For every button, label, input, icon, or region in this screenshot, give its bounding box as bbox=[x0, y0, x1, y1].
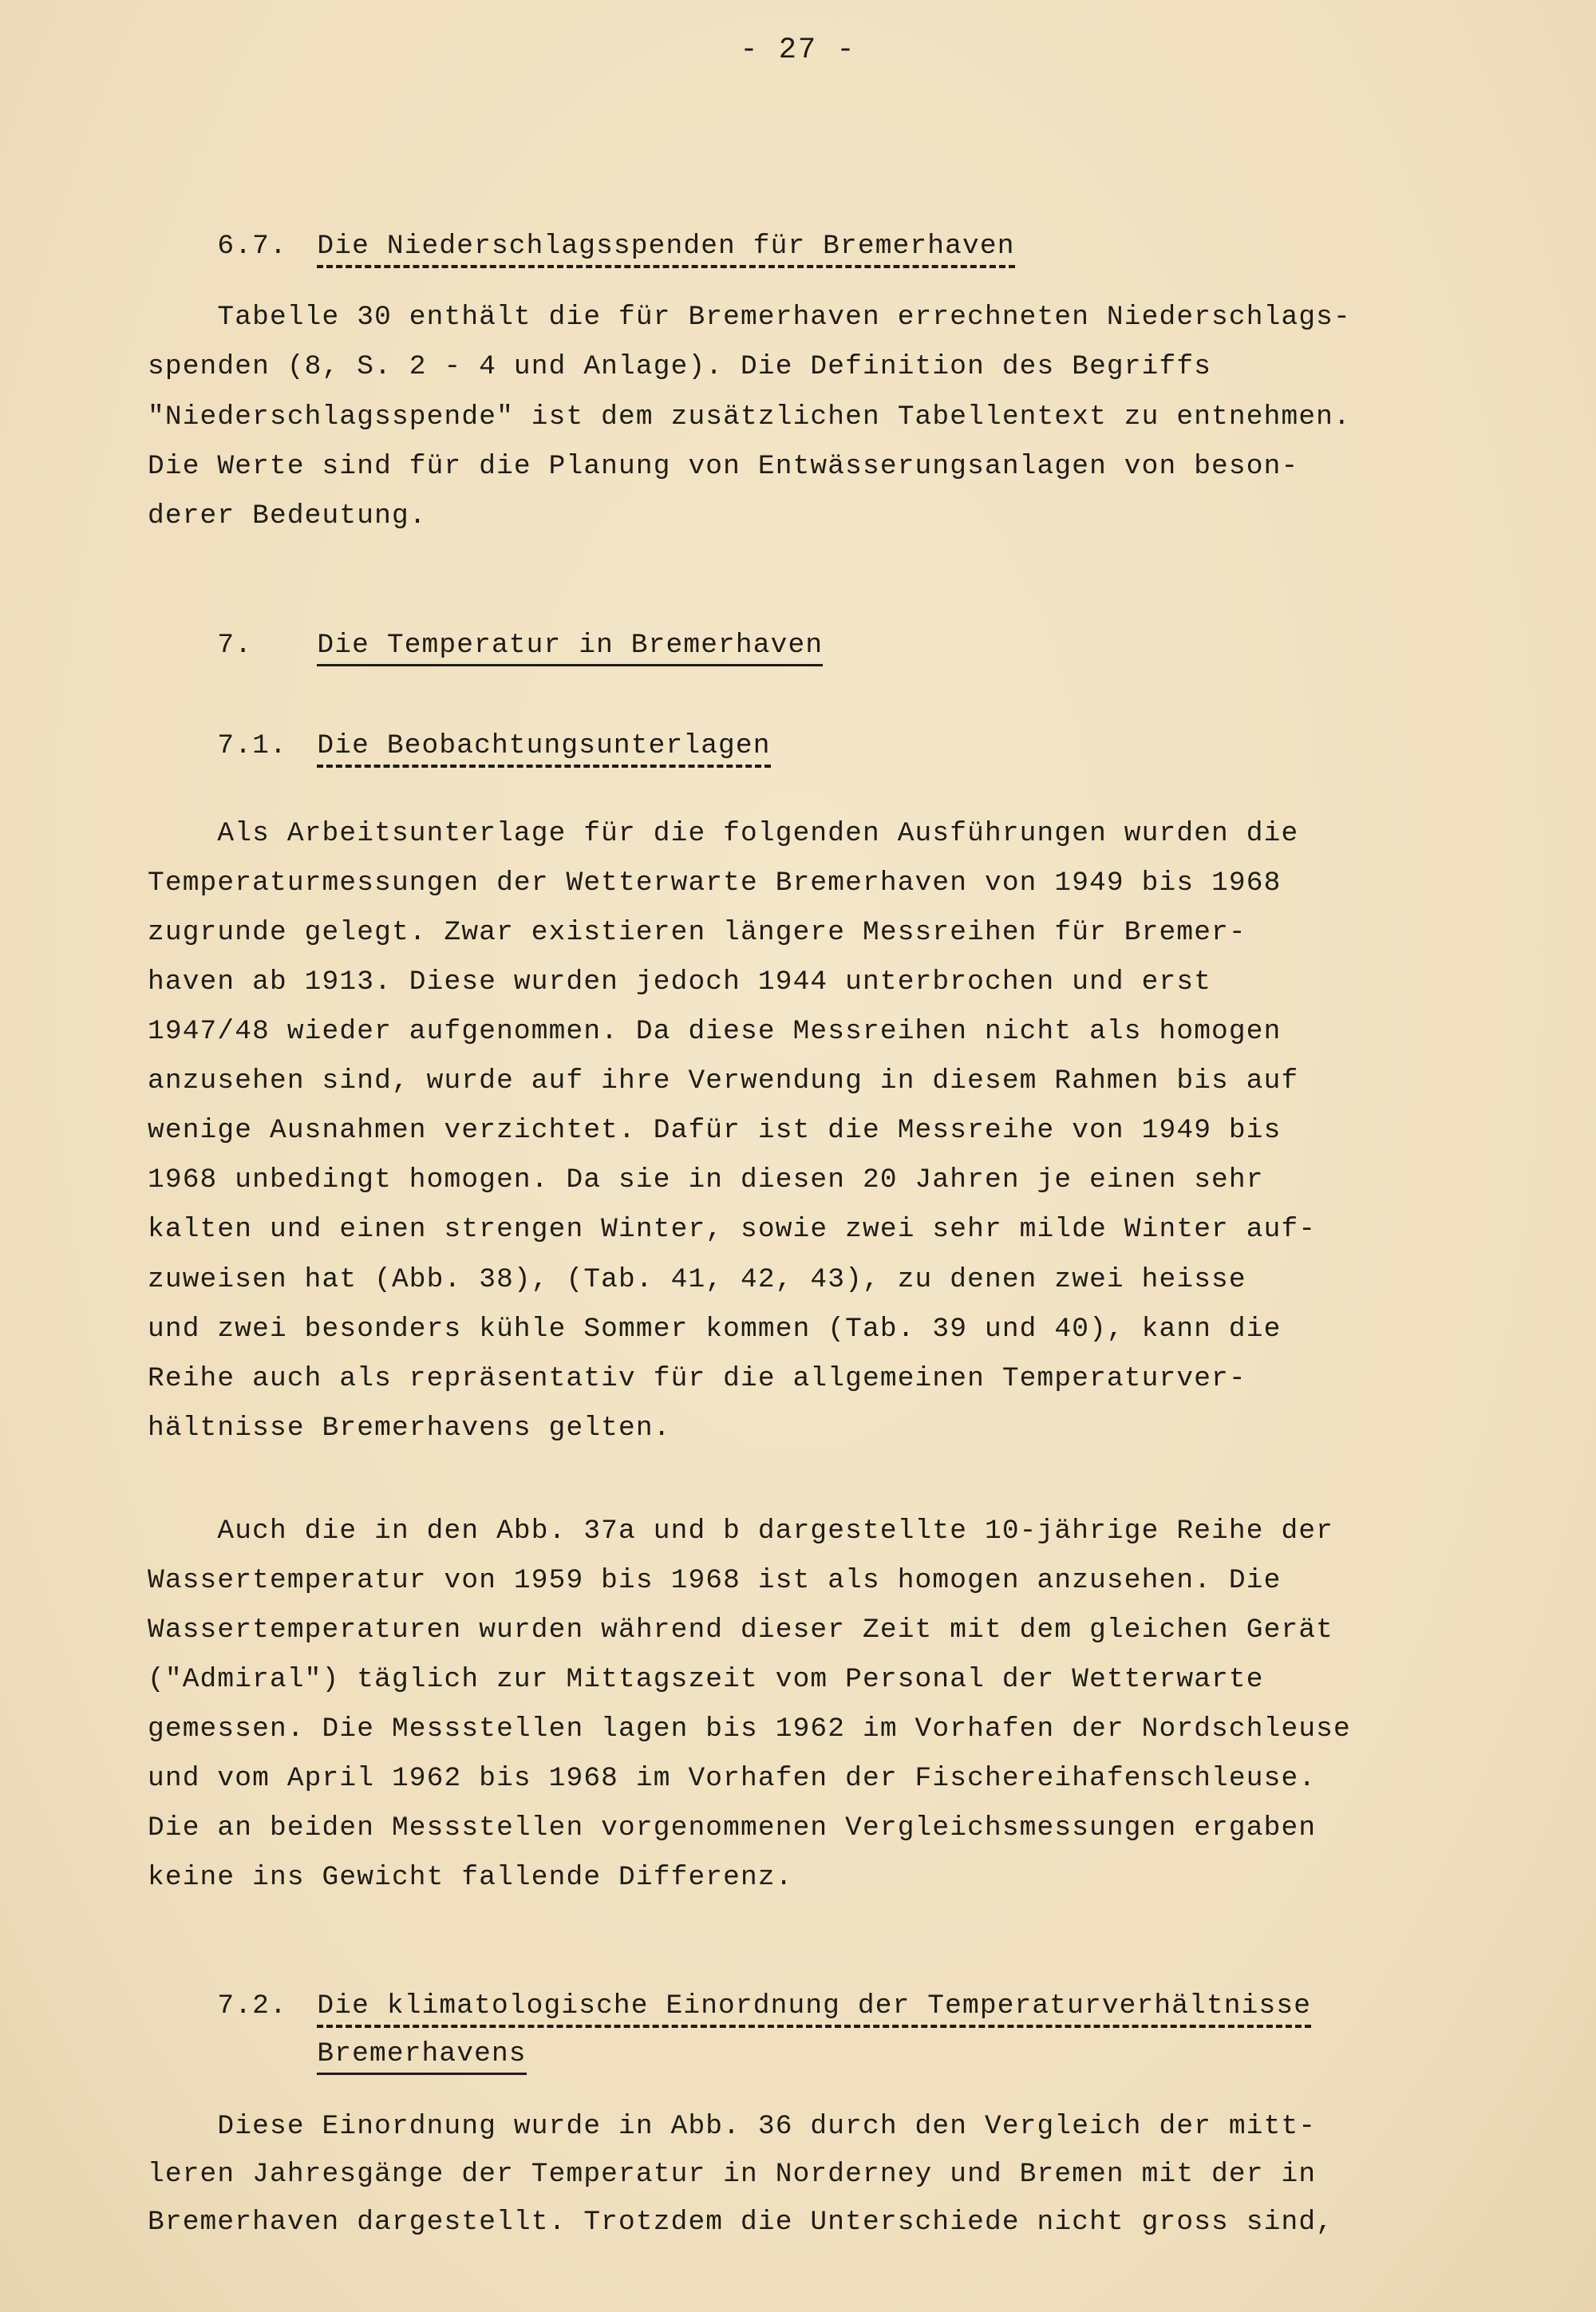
paragraph-line: wenige Ausnahmen verzichtet. Dafür ist die Messreihe von 1949 bis bbox=[148, 1115, 1282, 1146]
paragraph-line: 1968 unbedingt homogen. Da sie in diesen 20 Jahren je einen sehr bbox=[148, 1164, 1264, 1196]
paragraph-line: "Niederschlagsspende" ist dem zusätzlichen Tabellentext zu entnehmen. bbox=[148, 401, 1351, 433]
heading-7-2-title: Die klimatologische Einordnung der Temperaturverhältnisse bbox=[317, 1993, 1311, 2029]
paragraph-line: gemessen. Die Messstellen lagen bis 1962 im Vorhafen der Nordschleuse bbox=[148, 1713, 1351, 1745]
heading-6-7-title: Die Niederschlagsspenden für Bremerhaven bbox=[317, 233, 1014, 269]
heading-7-number: 7. bbox=[217, 629, 253, 661]
paragraph-line: spenden (8, S. 2 - 4 und Anlage). Die Definition des Begriffs bbox=[148, 351, 1212, 382]
paragraph-line: Tabelle 30 enthält die für Bremerhaven errechneten Niederschlags- bbox=[148, 302, 1351, 333]
paragraph-line: Auch die in den Abb. 37a und b dargestellte 10-jährige Reihe der bbox=[148, 1516, 1334, 1547]
heading-7-title: Die Temperatur in Bremerhaven bbox=[317, 632, 823, 667]
paragraph-line: und zwei besonders kühle Sommer kommen (Tab. 39 und 40), kann die bbox=[148, 1314, 1282, 1345]
heading-6-7 bbox=[148, 205, 1015, 296]
heading-7-1-title: Die Beobachtungsunterlagen bbox=[317, 733, 770, 769]
heading-7-2-continuation bbox=[247, 2013, 527, 2103]
paragraph-line: Bremerhaven dargestellt. Trotzdem die Unterschiede nicht gross sind, bbox=[148, 2207, 1334, 2238]
heading-7-1-number: 7.1. bbox=[217, 729, 287, 761]
paragraph-line: derer Bedeutung. bbox=[148, 500, 427, 532]
paragraph-line: Reihe auch als repräsentativ für die allgemeinen Temperaturver- bbox=[148, 1363, 1246, 1394]
page-number: - 27 - bbox=[740, 34, 856, 67]
heading-7-1 bbox=[148, 705, 771, 796]
paragraph-line: Wassertemperaturen wurden während dieser Zeit mit dem gleichen Gerät bbox=[148, 1614, 1334, 1646]
paragraph-line: haven ab 1913. Diese wurden jedoch 1944 unterbrochen und erst bbox=[148, 966, 1212, 998]
paragraph-line: Diese Einordnung wurde in Abb. 36 durch den Vergleich der mitt- bbox=[148, 2111, 1317, 2142]
paragraph-line: Temperaturmessungen der Wetterwarte Bremerhaven von 1949 bis 1968 bbox=[148, 867, 1282, 899]
paragraph-line: hältnisse Bremerhavens gelten. bbox=[148, 1413, 671, 1444]
paragraph-line: anzusehen sind, wurde auf ihre Verwendung in diesem Rahmen bis auf bbox=[148, 1065, 1299, 1097]
paragraph-line: Als Arbeitsunterlage für die folgenden Ausführungen wurden die bbox=[148, 818, 1299, 849]
paragraph-line: keine ins Gewicht fallende Differenz. bbox=[148, 1862, 793, 1893]
paragraph-line: kalten und einen strengen Winter, sowie zwei sehr milde Winter auf- bbox=[148, 1214, 1317, 1245]
heading-7 bbox=[148, 604, 823, 694]
heading-7-2-number: 7.2. bbox=[217, 1990, 287, 2022]
paragraph-line: leren Jahresgänge der Temperatur in Norderney und Bremen mit der in bbox=[148, 2159, 1317, 2190]
paragraph-line: 1947/48 wieder aufgenommen. Da diese Messreihen nicht als homogen bbox=[148, 1016, 1282, 1047]
heading-6-7-number: 6.7. bbox=[217, 230, 287, 262]
paragraph-line: Die Werte sind für die Planung von Entwässerungsanlagen von beson- bbox=[148, 451, 1299, 482]
paragraph-line: ("Admiral") täglich zur Mittagszeit vom Personal der Wetterwarte bbox=[148, 1664, 1264, 1695]
paragraph-line: Die an beiden Messstellen vorgenommenen Vergleichsmessungen ergaben bbox=[148, 1812, 1317, 1844]
paragraph-line: zugrunde gelegt. Zwar existieren längere Messreihen für Bremer- bbox=[148, 917, 1246, 948]
paragraph-line: und vom April 1962 bis 1968 im Vorhafen der Fischereihafenschleuse. bbox=[148, 1763, 1317, 1794]
paragraph-line: Wassertemperatur von 1959 bis 1968 ist als homogen anzusehen. Die bbox=[148, 1565, 1282, 1596]
paragraph-line: zuweisen hat (Abb. 38), (Tab. 41, 42, 43), zu denen zwei heisse bbox=[148, 1264, 1246, 1295]
heading-7-2-title-line2: Bremerhavens bbox=[317, 2041, 526, 2076]
